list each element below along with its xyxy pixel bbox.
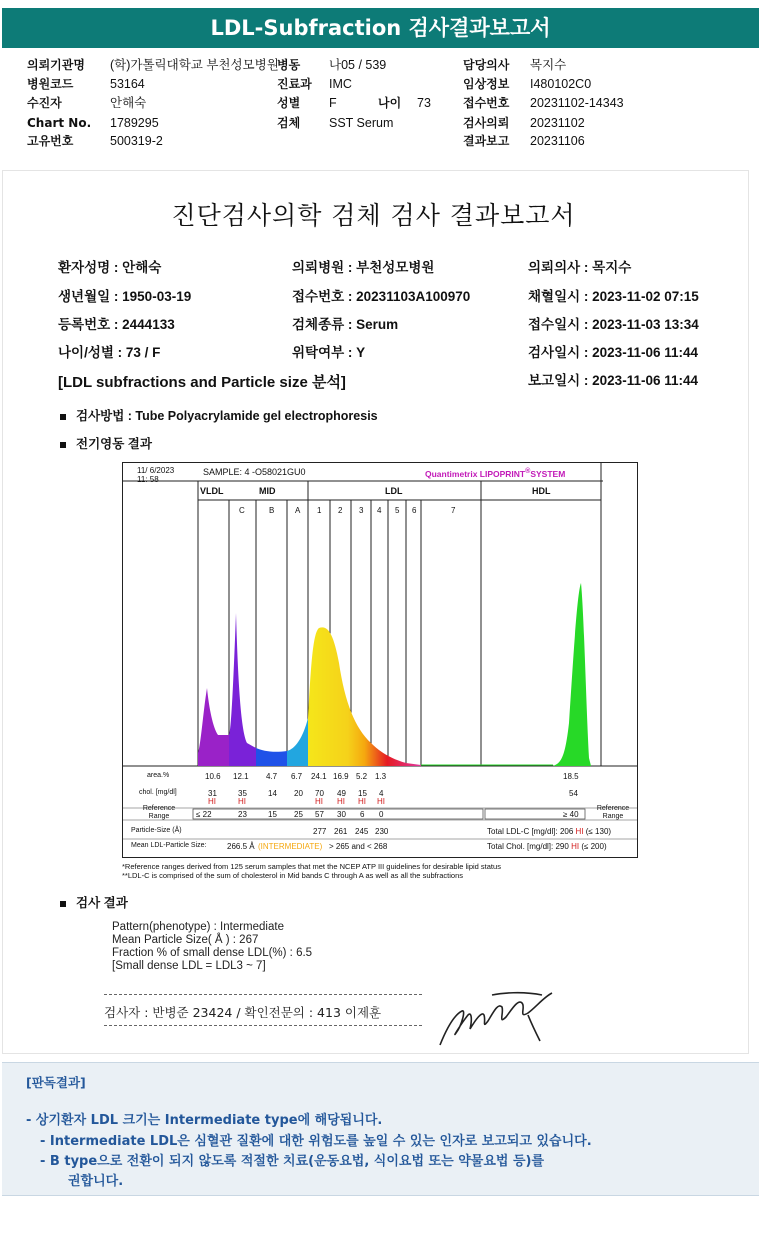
- label-specimen: 검체: [277, 116, 301, 130]
- label-age: 나이: [378, 96, 402, 110]
- value-hospital-code: 53164: [110, 77, 145, 91]
- specimen-type: 검체종류 : Serum: [292, 317, 399, 332]
- chol-b: 14: [268, 789, 277, 798]
- label-receipt-no: 접수번호: [463, 96, 510, 110]
- ref-ldl2: 30: [337, 810, 346, 819]
- label-hospital-code: 병원코드: [27, 77, 74, 91]
- mean-range: > 265 and < 268: [329, 842, 388, 851]
- electrophoresis-text: 전기영동 결과: [76, 437, 152, 451]
- collection-time: 채혈일시 : 2023-11-02 07:15: [528, 289, 699, 304]
- chart-time: 11: 58: [137, 475, 159, 484]
- band-c: C: [239, 506, 245, 515]
- label-clinical-info: 임상정보: [463, 77, 510, 91]
- value-ward: 나05 / 539: [329, 58, 387, 72]
- ref-b: 15: [268, 810, 277, 819]
- ref-hdl: ≥ 40: [563, 810, 579, 819]
- row-label-size: Particle-Size (Å): [131, 827, 182, 834]
- value-department: IMC: [329, 77, 352, 91]
- chart-date: 11/ 6/2023: [137, 466, 175, 475]
- band-5: 5: [395, 506, 400, 515]
- label-unique-no: 고유번호: [27, 134, 74, 148]
- value-chart-no: 1789295: [110, 116, 159, 130]
- requesting-hospital: 의뢰병원 : 부천성모병원: [292, 260, 435, 275]
- area-ldl1: 24.1: [311, 772, 327, 781]
- consignment: 위탁여부 : Y: [292, 345, 366, 360]
- hdl-peak: [553, 583, 591, 766]
- label-doctor: 담당의사: [463, 58, 510, 72]
- test-time: 검사일시 : 2023-11-06 11:44: [528, 345, 699, 360]
- area-hdl: 18.5: [563, 772, 579, 781]
- size-ldl1: 277: [313, 827, 327, 836]
- mean-size-value: 266.5 Å: [227, 842, 255, 851]
- total-ldl-c: Total LDL-C [mg/dl]: 206 HI (≤ 130): [487, 827, 612, 836]
- total-chol: Total Chol. [mg/dl]: 290 HI (≤ 200): [487, 842, 607, 851]
- label-chart-no: Chart No.: [27, 116, 92, 130]
- area-ldl3: 5.2: [356, 772, 368, 781]
- mean-phenotype: (INTERMEDIATE): [258, 842, 323, 851]
- report-time: 보고일시 : 2023-11-06 11:44: [528, 373, 699, 388]
- label-requesting-institution: 의뢰기관명: [27, 58, 85, 72]
- value-age: 73: [417, 96, 431, 110]
- judgment-line-2: - Intermediate LDL은 심혈관 질환에 대한 위험도를 높일 수 있는 인자로 보고되고 있습니다.: [40, 1134, 592, 1149]
- receipt-number: 접수번호 : 20231103A100970: [292, 289, 471, 304]
- chol-ldl4: 4: [379, 789, 384, 798]
- row-label-chol: chol. [mg/dl]: [139, 789, 177, 796]
- area-ldl2: 16.9: [333, 772, 349, 781]
- requesting-doctor: 의뢰의사 : 목지수: [528, 260, 632, 275]
- area-a: 6.7: [291, 772, 303, 781]
- mid-c-peak: [229, 613, 256, 766]
- result-fraction: Fraction % of small dense LDL(%) : 6.5: [112, 947, 313, 959]
- chol-ldl1: 70: [315, 789, 324, 798]
- value-specimen: SST Serum: [329, 116, 394, 130]
- patient-name: 환자성명 : 안해숙: [58, 260, 162, 275]
- region-vldl: VLDL: [200, 486, 224, 496]
- signer-info: 검사자 : 반병준 23424 / 확인전문의 : 413 이제훈: [104, 1005, 382, 1020]
- hi-flag-c: HI: [238, 797, 246, 806]
- chol-hdl: 54: [569, 789, 578, 798]
- vldl-peak: [198, 688, 229, 766]
- result-mean-size: Mean Particle Size( Å ) : 267: [112, 934, 259, 946]
- value-receipt-no: 20231102-14343: [530, 96, 624, 110]
- band-b: B: [269, 506, 275, 515]
- judgment-title: [판독결과]: [26, 1075, 86, 1090]
- bullet-icon: [60, 901, 66, 907]
- mid-a-peak: [287, 718, 308, 766]
- hi-flag-ldl4: HI: [377, 797, 385, 806]
- value-requesting-institution: (학)가톨릭대학교 부천성모병원: [110, 58, 279, 72]
- bullet-icon: [60, 442, 66, 448]
- method-text: 검사방법 : Tube Polyacrylamide gel electrophoresis: [76, 409, 378, 423]
- band-a: A: [295, 506, 301, 515]
- label-ward: 병동: [277, 58, 301, 72]
- chart-sample: SAMPLE: 4 -O58021GU0: [203, 467, 306, 477]
- signature-line-top: [104, 994, 422, 995]
- receipt-time: 접수일시 : 2023-11-03 13:34: [528, 317, 699, 332]
- region-mid: MID: [259, 486, 276, 496]
- hi-flag-ldl2: HI: [337, 797, 345, 806]
- electrophoresis-heading: [60, 434, 152, 452]
- result-sdldl-def: [Small dense LDL = LDL3 ~ 7]: [112, 960, 266, 972]
- value-report-date: 20231106: [530, 134, 585, 148]
- label-department: 진료과: [277, 77, 312, 91]
- row-label-ref-right: Reference Range: [596, 805, 630, 820]
- value-patient: 안해숙: [110, 96, 147, 110]
- value-clinical-info: I480102C0: [530, 77, 592, 91]
- ref-a: 25: [294, 810, 303, 819]
- age-sex: 나이/성별 : 73 / F: [58, 345, 161, 360]
- region-ldl: LDL: [385, 486, 403, 496]
- value-request-date: 20231102: [530, 116, 585, 130]
- size-ldl2: 261: [334, 827, 348, 836]
- ref-ldl4: 0: [379, 810, 384, 819]
- area-b: 4.7: [266, 772, 278, 781]
- chol-ldl3: 15: [358, 789, 367, 798]
- label-request-date: 검사의뢰: [463, 116, 510, 130]
- area-c: 12.1: [233, 772, 249, 781]
- ref-c: 23: [238, 810, 247, 819]
- size-ldl4: 230: [375, 827, 389, 836]
- analysis-section-heading: [LDL subfractions and Particle size 분석]: [58, 374, 346, 391]
- row-label-mean: Mean LDL-Particle Size:: [131, 842, 207, 849]
- label-patient: 수진자: [27, 96, 62, 110]
- band-4: 4: [377, 506, 382, 515]
- ref-ldl1: 57: [315, 810, 324, 819]
- handwritten-signature: [432, 985, 562, 1055]
- ref-ldl3: 6: [360, 810, 365, 819]
- chol-vldl: 31: [208, 789, 217, 798]
- band-2: 2: [338, 506, 343, 515]
- judgment-line-3: - B type으로 전환이 되지 않도록 적절한 치료(운동요법, 식이요법 또는 약물요법 등)를: [40, 1154, 545, 1169]
- signature-line-bottom: [104, 1025, 422, 1026]
- row-label-ref: Reference Range: [142, 805, 176, 820]
- chol-c: 35: [238, 789, 247, 798]
- size-ldl3: 245: [355, 827, 369, 836]
- ref-vldl: ≤ 22: [196, 810, 212, 819]
- chol-a: 20: [294, 789, 303, 798]
- result-pattern: Pattern(phenotype) : Intermediate: [112, 921, 284, 933]
- report-title-bar: LDL-Subfraction 검사결과보고서: [2, 8, 759, 48]
- band-3: 3: [359, 506, 364, 515]
- judgment-line-1: - 상기환자 LDL 크기는 Intermediate type에 해당됩니다.: [26, 1113, 383, 1128]
- value-doctor: 목지수: [530, 58, 567, 72]
- hi-flag-ldl3: HI: [358, 797, 366, 806]
- region-hdl: HDL: [532, 486, 551, 496]
- result-heading: [60, 893, 128, 911]
- ldl-peak: [308, 627, 421, 766]
- judgment-line-4: 권합니다.: [68, 1174, 124, 1189]
- document-title: 진단검사의학 검체 검사 결과보고서: [171, 201, 576, 230]
- band-7: 7: [451, 506, 456, 515]
- birth-date: 생년월일 : 1950-03-19: [58, 289, 192, 304]
- footnote-ldl-c: **LDL-C is comprised of the sum of cholesterol in Mid bands C through A as well as all the subfractions: [122, 871, 464, 880]
- bullet-icon: [60, 414, 66, 420]
- label-sex: 성별: [277, 96, 301, 110]
- mid-b-peak: [256, 748, 287, 766]
- chol-ldl2: 49: [337, 789, 346, 798]
- band-6: 6: [412, 506, 417, 515]
- value-unique-no: 500319-2: [110, 134, 163, 148]
- label-report-date: 결과보고: [463, 134, 510, 148]
- footnote-reference: *Reference ranges derived from 125 serum samples that met the NCEP ATP III guidelines for desirable lipid status: [122, 862, 501, 871]
- lipoprint-chart: [122, 462, 638, 858]
- value-sex: F: [329, 96, 337, 110]
- result-heading-text: 검사 결과: [76, 896, 128, 910]
- registration-number: 등록번호 : 2444133: [58, 317, 175, 332]
- area-ldl4: 1.3: [375, 772, 387, 781]
- hi-flag-vldl: HI: [208, 797, 216, 806]
- band-1: 1: [317, 506, 322, 515]
- row-label-area: area.%: [147, 772, 170, 779]
- area-vldl: 10.6: [205, 772, 221, 781]
- method-line: [60, 406, 378, 424]
- chart-system: Quantimetrix LIPOPRINT®SYSTEM: [425, 467, 566, 479]
- hi-flag-ldl1: HI: [315, 797, 323, 806]
- judgment-panel: [2, 1062, 759, 1196]
